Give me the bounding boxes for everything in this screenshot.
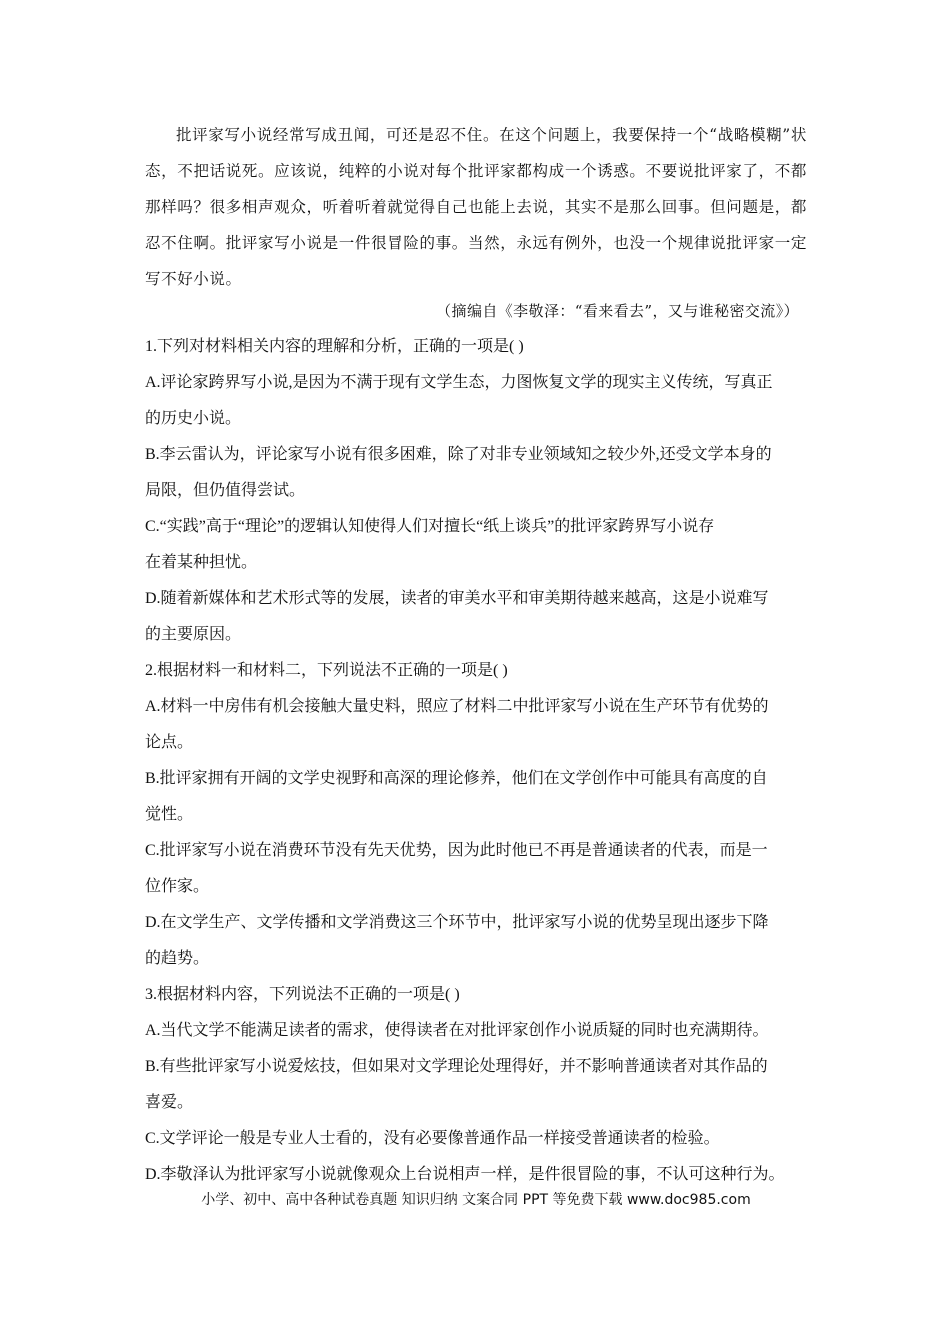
question-2-option-b-cont: 觉性。	[145, 806, 194, 823]
question-2-option-d: D.在文学生产、文学传播和文学消费这三个环节中，批评家写小说的优势呈现出逐步下降	[145, 914, 769, 931]
question-3-option-d: D.李敬泽认为批评家写小说就像观众上台说相声一样，是件很冒险的事，不认可这种行为。	[145, 1166, 785, 1183]
question-3-option-b: B.有些批评家写小说爱炫技，但如果对文学理论处理得好，并不影响普通读者对其作品的	[145, 1058, 768, 1075]
question-1-option-a-cont: 的历史小说。	[145, 410, 242, 427]
question-2-option-a: A.材料一中房伟有机会接触大量史料，照应了材料二中批评家写小说在生产环节有优势的	[145, 698, 769, 715]
question-2-option-c-cont: 位作家。	[145, 878, 210, 895]
question-1-option-a: A.评论家跨界写小说,是因为不满于现有文学生态，力图恢复文学的现实主义传统，写真正	[145, 374, 773, 391]
question-1-option-b: B.李云雷认为，评论家写小说有很多困难，除了对非专业领域知之较少外,还受文学本身的	[145, 446, 772, 463]
question-2-option-c: C.批评家写小说在消费环节没有先天优势，因为此时他已不再是普通读者的代表，而是一	[145, 842, 768, 859]
question-3-option-a: A.当代文学不能满足读者的需求，使得读者在对批评家创作小说质疑的同时也充满期待。	[145, 1022, 769, 1039]
question-1-option-c-cont: 在着某种担忧。	[145, 554, 258, 571]
question-1-option-c: C.“实践”高于“理论”的逻辑认知使得人们对擅长“纸上谈兵”的批评家跨界写小说存	[145, 518, 715, 535]
question-2-stem: 2.根据材料一和材料二，下列说法不正确的一项是( )	[145, 662, 508, 679]
question-3-option-c: C.文学评论一般是专业人士看的，没有必要像普通作品一样接受普通读者的检验。	[145, 1130, 720, 1147]
page-footer: 小学、初中、高中各种试卷真题 知识归纳 文案合同 PPT 等免费下载 www.doc985.com	[201, 1192, 751, 1208]
question-1-stem: 1.下列对材料相关内容的理解和分析，正确的一项是( )	[145, 338, 524, 355]
question-3-option-b-cont: 喜爱。	[145, 1094, 194, 1111]
question-2-option-d-cont: 的趋势。	[145, 950, 210, 967]
question-1-option-d: D.随着新媒体和艺术形式等的发展，读者的审美水平和审美期待越来越高，这是小说难写	[145, 590, 769, 607]
passage-paragraph: 批评家写小说经常写成丑闻，可还是忍不住。在这个问题上，我要保持一个“战略模糊”状态，不把话说死。应该说，纯粹的小说对每个批评家都构成一个诱惑。不要说批评家了，不都那样吗？很多相声观众，听着听着就觉得自己也能上去说，其实不是那么回事。但问题是，都忍不住啊。批评家写小说是一件很冒险的事。当然，永远有例外，也没一个规律说批评家一定写不好小说。	[145, 126, 807, 288]
question-1-option-b-cont: 局限，但仍值得尝试。	[145, 482, 306, 499]
question-2-option-b: B.批评家拥有开阔的文学史视野和高深的理论修养，他们在文学创作中可能具有高度的自	[145, 770, 768, 787]
passage-source: （摘编自《李敬泽：“看来看去”，又与谁秘密交流》）	[436, 302, 799, 320]
question-3-stem: 3.根据材料内容，下列说法不正确的一项是( )	[145, 986, 460, 1003]
question-1-option-d-cont: 的主要原因。	[145, 626, 242, 643]
question-2-option-a-cont: 论点。	[145, 734, 194, 751]
